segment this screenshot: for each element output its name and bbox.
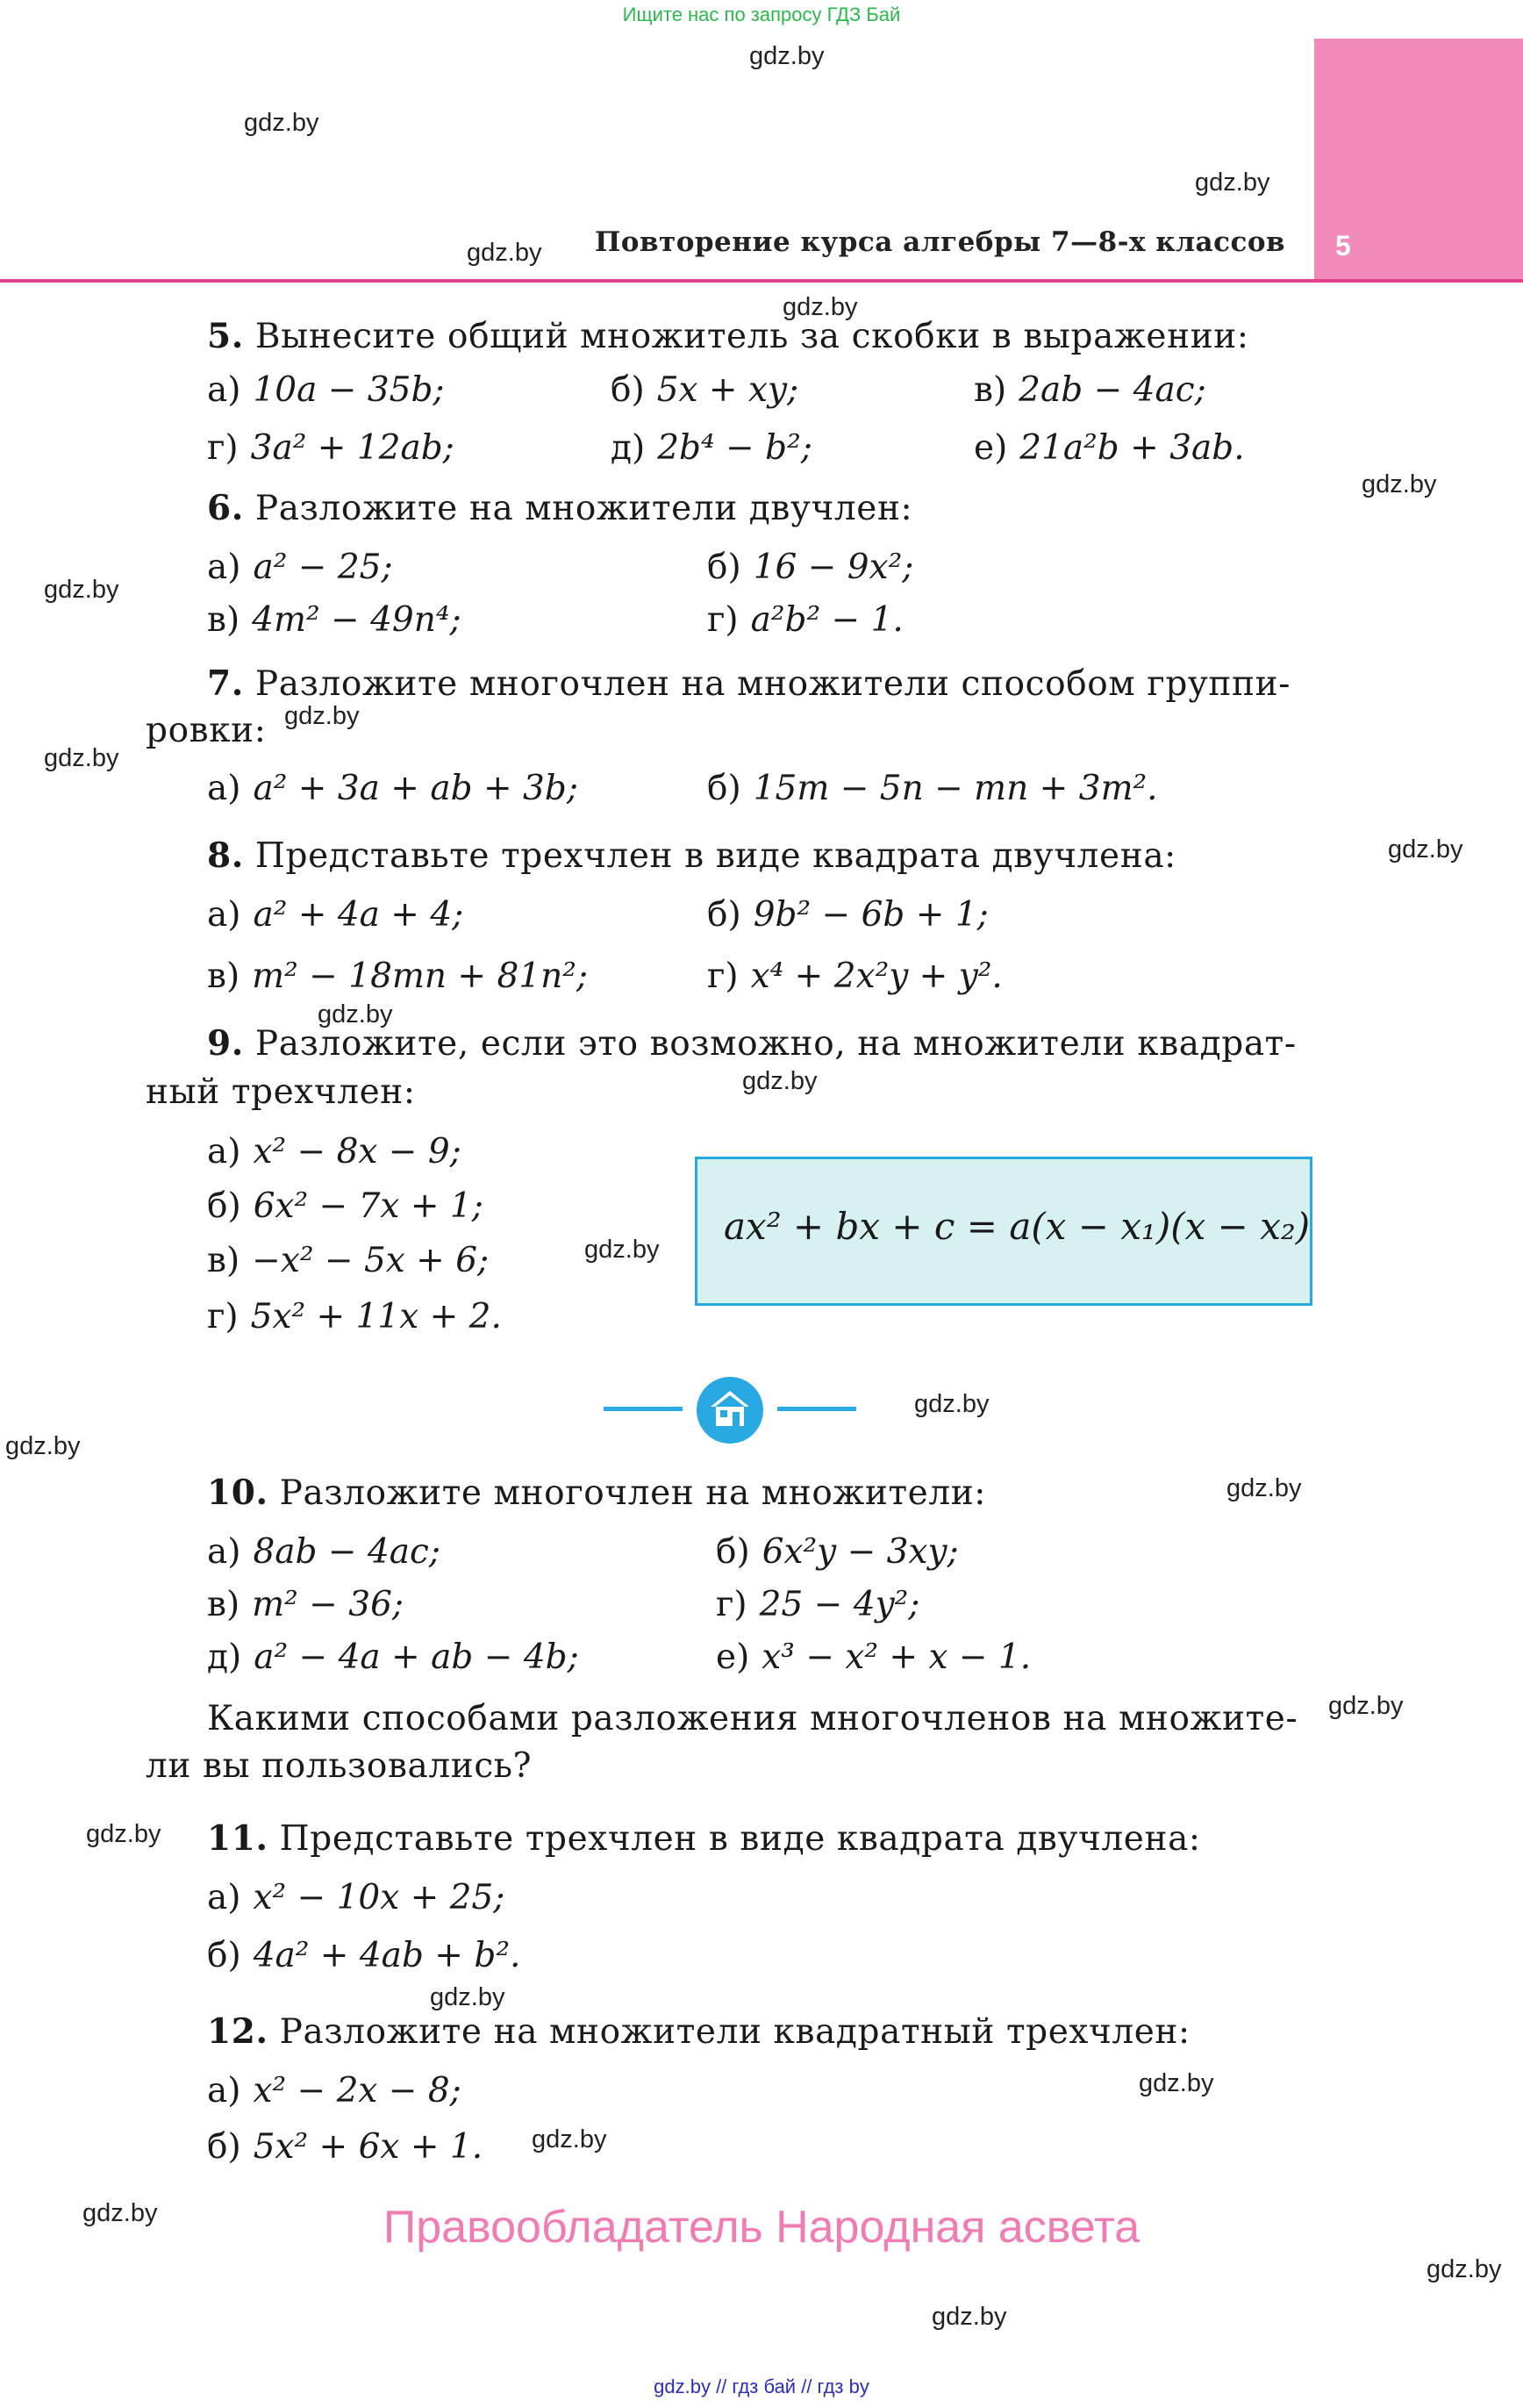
divider-line-right [777, 1407, 856, 1411]
task-10-heading: 10. Разложите многочлен на множители: [207, 1473, 987, 1513]
task-10-item-c: в) m² − 36; [207, 1585, 404, 1624]
task-5-item-d: г) 3a² + 12ab; [207, 428, 454, 468]
task-5-item-e: д) 2b⁴ − b²; [611, 428, 812, 468]
watermark: gdz.by [5, 1432, 81, 1460]
task-5-item-c: в) 2ab − 4ac; [974, 370, 1206, 410]
watermark: gdz.by [1226, 1474, 1302, 1502]
task-9-item-d: г) 5x² + 11x + 2. [207, 1297, 502, 1337]
task-11-item-a: а) x² − 10x + 25; [207, 1878, 505, 1917]
task-9-item-a: а) x² − 8x − 9; [207, 1132, 461, 1172]
watermark: gdz.by [584, 1236, 660, 1264]
watermark: gdz.by [914, 1390, 990, 1418]
task-6-item-b: б) 16 − 9x²; [707, 548, 914, 587]
divider-line-left [604, 1407, 683, 1411]
watermark: gdz.by [318, 1000, 393, 1028]
task-5-item-f: е) 21a²b + 3ab. [974, 428, 1245, 468]
top-banner[interactable]: Ищите нас по запросу ГДЗ Бай [622, 4, 901, 25]
watermark: gdz.by [44, 576, 119, 604]
watermark: gdz.by [749, 42, 825, 70]
task-10-item-b: б) 6x²y − 3xy; [716, 1532, 959, 1572]
watermark: gdz.by [82, 2199, 158, 2227]
watermark: gdz.by [1388, 835, 1463, 864]
task-7-heading: 7. Разложите многочлен на множители способом группи- [207, 663, 1291, 704]
task-7-heading-cont: ровки: [146, 711, 267, 750]
watermark: gdz.by [44, 744, 119, 772]
task-9-item-b: б) 6x² − 7x + 1; [207, 1186, 483, 1226]
footer-links[interactable]: gdz.by // гдз бай // гдз by [654, 2376, 869, 2397]
task-6-item-c: в) 4m² − 49n⁴; [207, 600, 461, 640]
copyright-notice: Правообладатель Народная асвета [383, 2202, 1140, 2253]
task-11-item-b: б) 4a² + 4ab + b². [207, 1936, 521, 1975]
watermark: gdz.by [1426, 2255, 1502, 2283]
task-12-item-b: б) 5x² + 6x + 1. [207, 2127, 483, 2167]
task-10-question: Какими способами разложения многочленов на множите- [207, 1699, 1298, 1738]
watermark: gdz.by [430, 1983, 505, 2011]
watermark: gdz.by [1362, 470, 1437, 498]
task-10-item-a: а) 8ab − 4ac; [207, 1532, 441, 1572]
task-7-item-b: б) 15m − 5n − mn + 3m². [707, 769, 1158, 808]
watermark: gdz.by [86, 1820, 161, 1848]
watermark: gdz.by [284, 702, 360, 730]
task-8-item-a: а) a² + 4a + 4; [207, 895, 464, 935]
task-10-question-cont: ли вы пользовались? [146, 1746, 533, 1786]
task-8-heading: 8. Представьте трехчлен в виде квадрата двучлена: [207, 835, 1176, 876]
task-8-item-b: б) 9b² − 6b + 1; [707, 895, 989, 935]
task-11-heading: 11. Представьте трехчлен в виде квадрата двучлена: [207, 1818, 1201, 1859]
task-6-item-a: а) a² − 25; [207, 548, 393, 587]
quadratic-factor-formula: ax² + bx + c = a(x − x₁)(x − x₂) [724, 1205, 1311, 1248]
page-number: 5 [1335, 230, 1351, 262]
task-8-item-c: в) m² − 18mn + 81n²; [207, 957, 588, 996]
task-9-heading: 9. Разложите, если это возможно, на множители квадрат- [207, 1023, 1297, 1064]
watermark: gdz.by [467, 239, 542, 267]
watermark: gdz.by [932, 2303, 1007, 2331]
task-12-item-a: а) x² − 2x − 8; [207, 2071, 461, 2111]
formula-box [695, 1157, 1312, 1306]
task-9-item-c: в) −x² − 5x + 6; [207, 1241, 490, 1280]
task-8-item-d: г) x⁴ + 2x²y + y². [707, 957, 1003, 996]
task-5-item-b: б) 5x + xy; [611, 370, 799, 410]
header-rule [0, 279, 1523, 283]
watermark: gdz.by [783, 293, 858, 321]
task-6-heading: 6. Разложите на множители двучлен: [207, 488, 913, 528]
watermark: gdz.by [1139, 2069, 1214, 2097]
house-icon [697, 1377, 763, 1444]
task-10-item-d: г) 25 − 4y²; [716, 1585, 920, 1624]
task-5-heading: 5. Вынесите общий множитель за скобки в выражении: [207, 316, 1249, 356]
watermark: gdz.by [532, 2125, 607, 2154]
task-10-item-e: д) a² − 4a + ab − 4b; [207, 1638, 579, 1677]
task-6-item-d: г) a²b² − 1. [707, 600, 904, 640]
watermark: gdz.by [244, 109, 319, 137]
task-5-item-a: а) 10a − 35b; [207, 370, 445, 410]
watermark: gdz.by [1328, 1692, 1404, 1720]
task-9-heading-cont: ный трехчлен: [146, 1072, 416, 1112]
running-title: Повторение курса алгебры 7—8-х классов [595, 226, 1286, 258]
task-10-item-f: е) x³ − x² + x − 1. [716, 1638, 1032, 1677]
watermark: gdz.by [742, 1067, 818, 1095]
task-7-item-a: а) a² + 3a + ab + 3b; [207, 769, 578, 808]
task-12-heading: 12. Разложите на множители квадратный трехчлен: [207, 2011, 1191, 2052]
watermark: gdz.by [1195, 168, 1270, 197]
